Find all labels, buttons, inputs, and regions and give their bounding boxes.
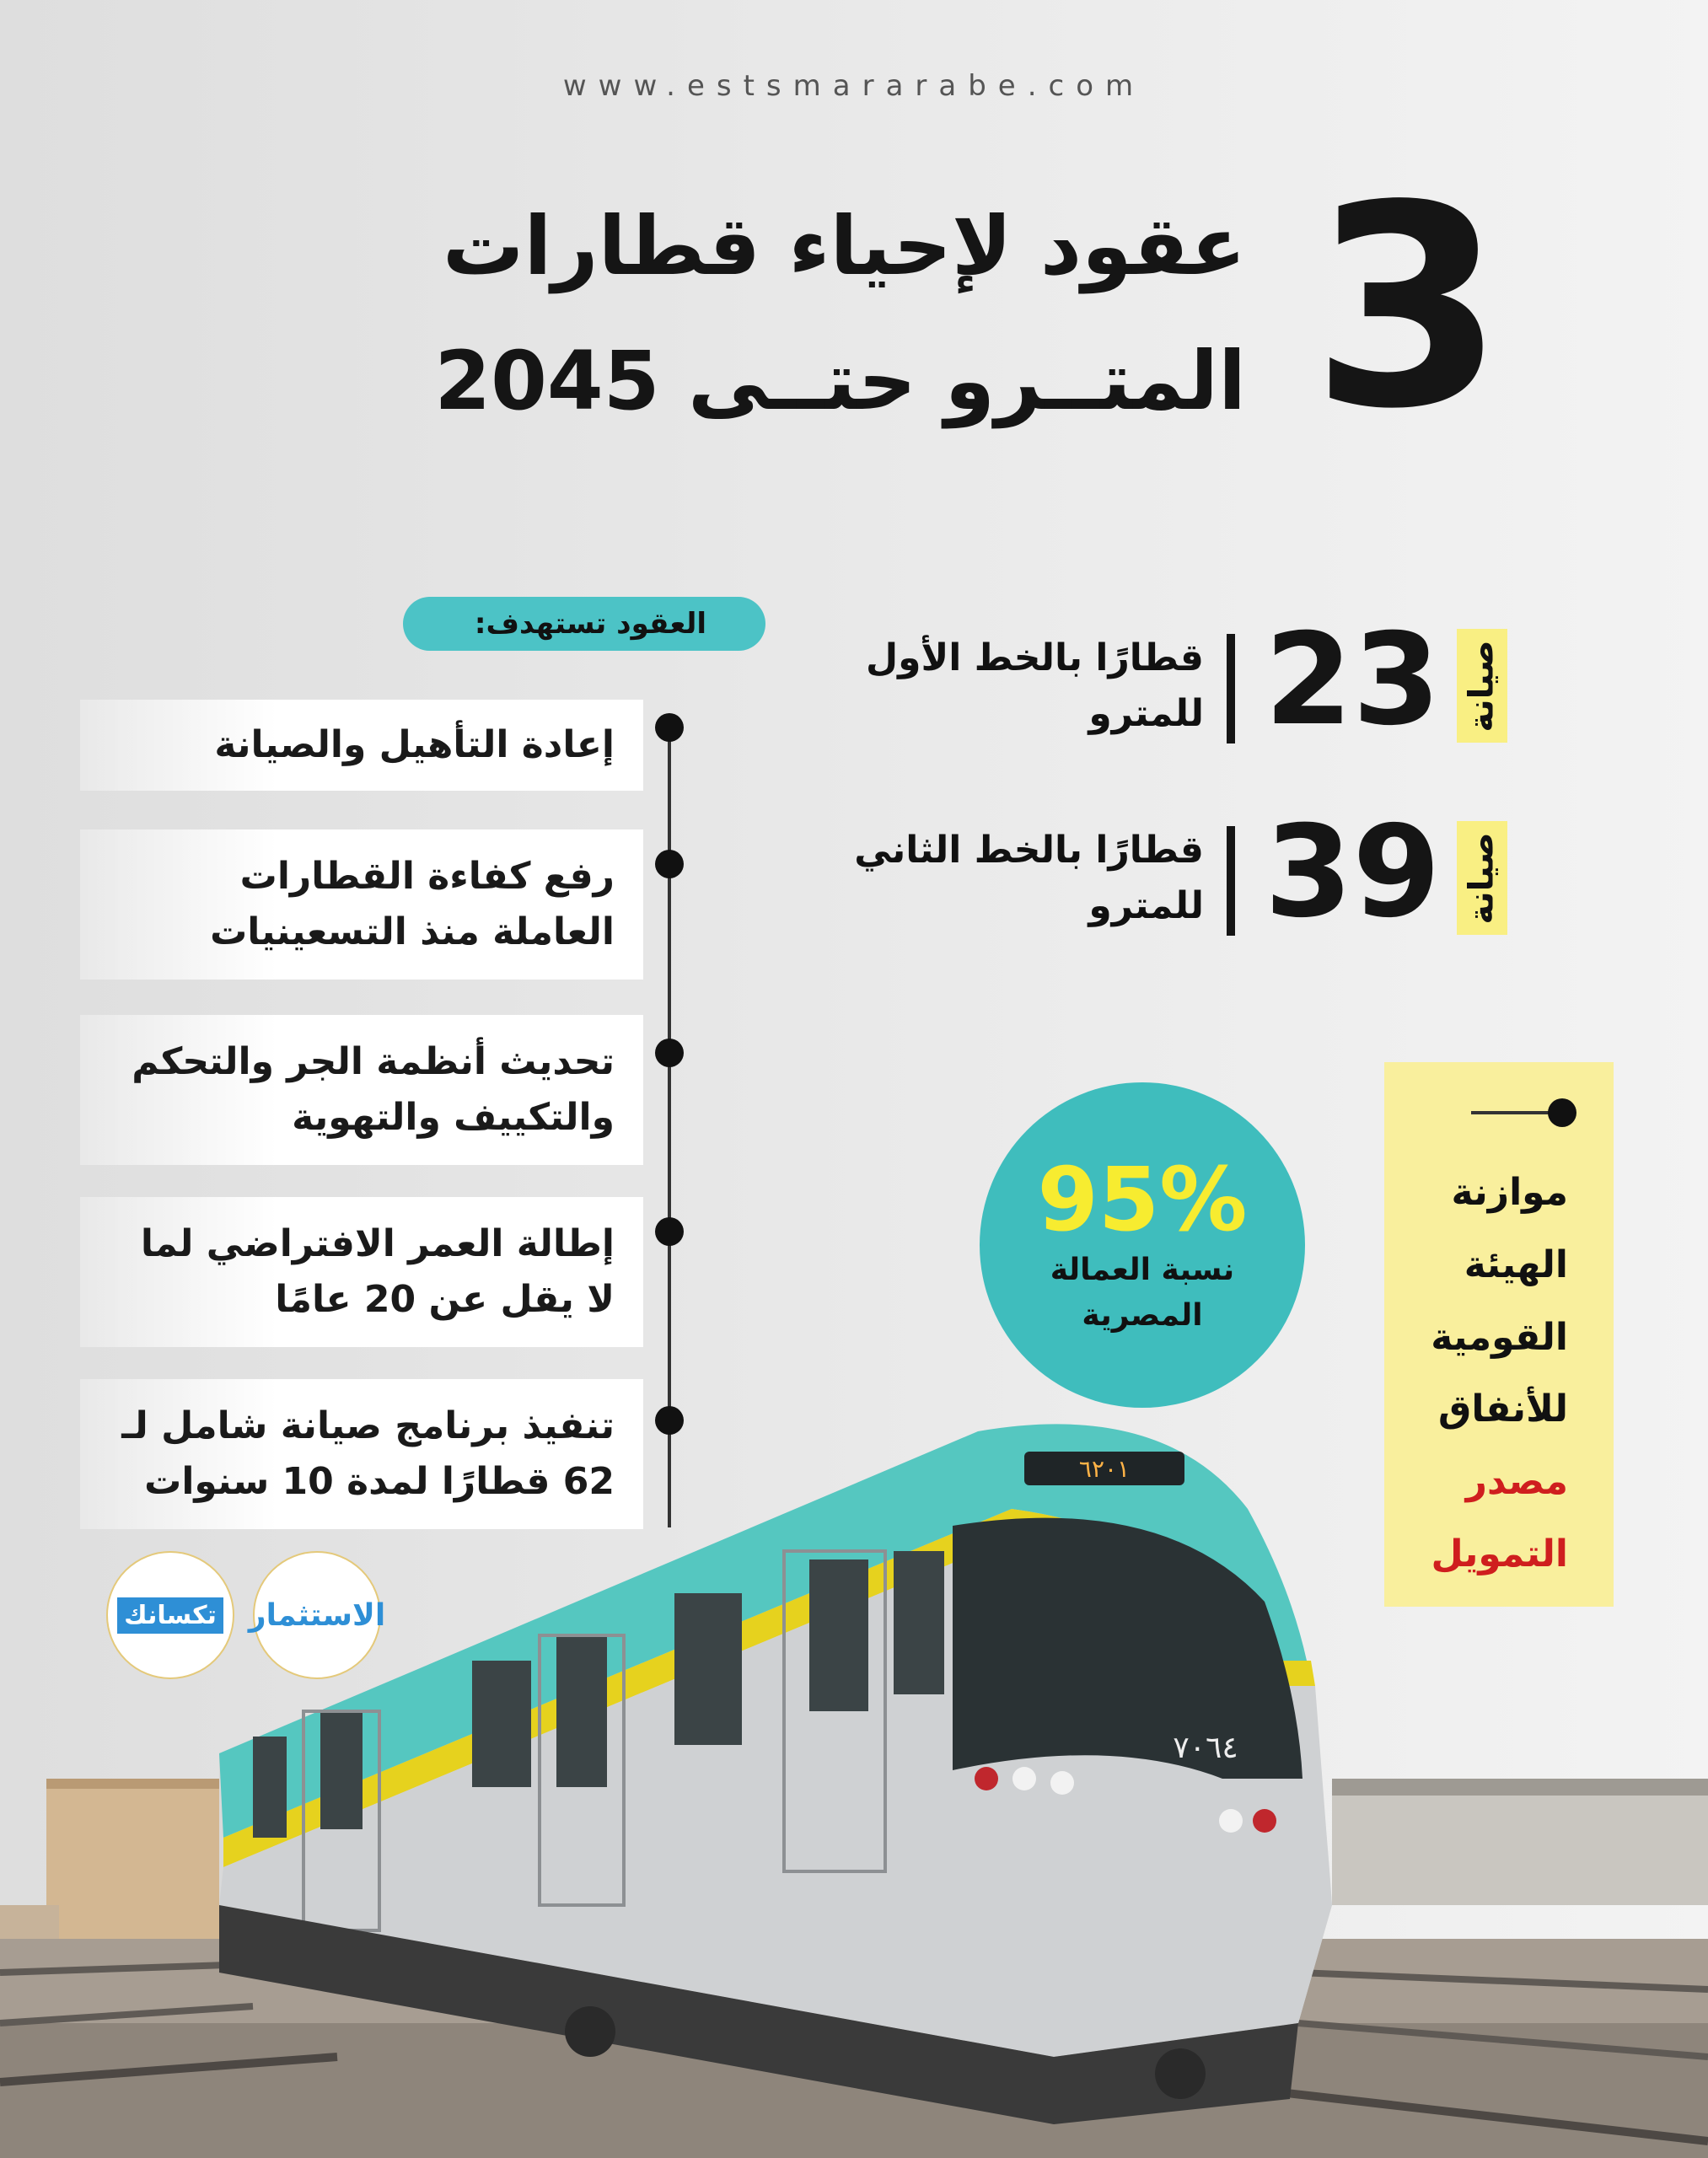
metro-train-image [0,1382,1708,2158]
maintenance-count-2: 39 [1265,799,1441,946]
timeline-dot [655,850,684,878]
site-url: www.estsmararabe.com [562,69,1146,103]
timeline-dot [655,713,684,742]
workforce-percent: 95% [1037,1147,1248,1251]
target-item-5: تنفيذ برنامج صيانة شامل لـ 62 قطارًا لمدة 10 سنوات [80,1379,643,1529]
headline-line-1: عقود لإحياء قطارات [442,199,1246,293]
depot-right [1332,1779,1708,1905]
workforce-label: نسبة العمالة المصرية [1050,1253,1235,1334]
target-item-1: إعادة التأهيل والصيانة [80,700,643,791]
headline-number: 3 [1311,146,1505,470]
targets-header: العقود تستهدف: [403,597,765,651]
funding-highlight: مصدر التمويل [1431,1460,1568,1576]
estsmar-logo: الاستثمار [253,1551,381,1679]
stat-divider-1 [1227,634,1235,743]
headline-line-2: المتــرو حتــى 2045 [434,334,1246,428]
tiksank-logo: تكسانك [106,1551,234,1679]
maintenance-tag-2: صيانة [1457,821,1507,935]
maintenance-text-1: قطارًا بالخط الأول للمترو [865,636,1204,735]
maintenance-tag-1: صيانة [1457,629,1507,743]
timeline-dot [655,1217,684,1246]
maintenance-count-1: 23 [1265,607,1441,754]
target-item-3: تحديث أنظمة الجر والتحكم والتكييف والتهوية [80,1015,643,1165]
workforce-circle [980,1082,1305,1408]
target-item-4: إطالة العمر الافتراضي لما لا يقل عن 20 عامًا [80,1197,643,1347]
funding-text: موازنة الهيئة القومية للأنفاق مصدر التمويل [1431,1171,1568,1576]
target-item-2: رفع كفاءة القطارات العاملة منذ التسعينيات [80,829,643,980]
funding-dot [1548,1098,1576,1127]
maintenance-text-2: قطارًا بالخط الثاني للمترو [854,829,1204,927]
stat-divider-2 [1227,826,1235,936]
train-front-number: ٧٠٦٤ [1173,1731,1238,1765]
timeline-dot [655,1039,684,1067]
train-number-plate: ٦٢٠١ [1078,1455,1131,1483]
